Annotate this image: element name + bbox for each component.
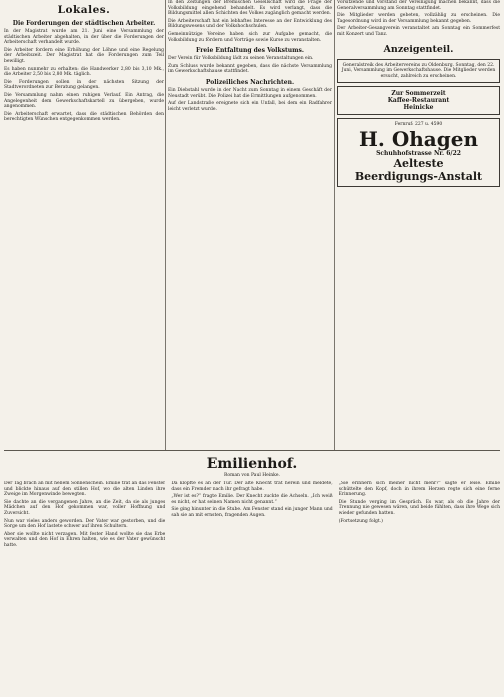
article-paragraph: In den Zeitungen der Bremischen Gesellschaft wird die Frage der Volksbildung eingehend behandelt. Es wird verlangt, dass die Bildungsmittel allen Schichten des Volkes zugänglich gemacht werden. — [168, 0, 332, 17]
story-paragraph: Nun war vieles anders geworden. Der Vater war gestorben, und die Sorge um den Hof lastete schwer auf ihren Schultern. — [4, 518, 166, 530]
service-title: Beerdigungs-Anstalt — [354, 169, 483, 183]
article-paragraph: Die Forderungen sollen in der nächsten Sitzung der Stadtverordneten zur Beratung gelangen. — [4, 79, 164, 91]
article-paragraph: Der Verein für Volksbildung lädt zu seinen Veranstaltungen ein. — [168, 56, 314, 62]
advertiser-name: H. Ohagen — [359, 126, 478, 151]
feuilleton-title: Emilienhof. — [206, 456, 298, 472]
article-paragraph: Zum Schluss wurde bekannt gegeben, dass die nächste Versammlung im Gewerkschaftshause stattfindet. — [168, 63, 332, 75]
advertisement-box — [337, 59, 500, 84]
article-paragraph: Ein Diebstahl wurde in der Nacht zum Sonntag in einem Geschäft der Neustadt verübt. Die Polizei hat die Ermittlungen aufgenommen. — [168, 87, 332, 99]
feuilleton-subtitle: Roman von Paul Heinke. — [224, 473, 280, 478]
article-heading: Freie Entfaltung des Volkstums. — [196, 47, 304, 55]
advertisement-heading: Anzeigenteil. — [383, 43, 454, 55]
story-paragraph: Sie dachte an die vergangenen Jahre, an die Zeit, da sie als junges Mädchen auf den Hof gekommen war, voller Hoffnung und Zuversicht. — [4, 499, 166, 516]
advertiser-address: Schuhhofstrasse Nr. 6/22 — [376, 149, 461, 157]
article-paragraph: Es haben nunmehr zu erhalten: die Handwerker 2,80 bis 3,10 Mk., die Arbeiter 2,50 bis 2,80 Mk. täglich. — [4, 66, 164, 78]
feuilleton-column — [4, 481, 165, 551]
story-paragraph: Sie ging hinunter in die Stube. Am Fenster stand ein junger Mann und sah sie an mit ernsten, fragenden Augen. — [171, 507, 333, 518]
story-paragraph: „Wer ist es?“ fragte Emilie. Der Knecht zuckte die Achseln. „Ich weiß es nicht, er hat seinen Namen nicht genannt.“ — [171, 494, 333, 505]
column-local-news — [4, 0, 164, 450]
story-paragraph: Da klopfte es an der Tür. Der alte Knecht trat herein und meldete, dass ein Fremder nach ihr gefragt habe. — [171, 481, 333, 492]
article-paragraph: Die Arbeiter fordern eine Erhöhung der Löhne und eine Regelung der Arbeitszeit. Der Magistrat hat die Forderungen zum Teil bewilligt. — [4, 47, 164, 64]
article-paragraph: Die Mitglieder werden gebeten, vollzählig zu erscheinen. Die Tagesordnung wird in der Versammlung bekannt gegeben. — [337, 13, 500, 24]
advertisement-line: Zur Sommerzeit — [391, 90, 446, 98]
article-paragraph: Auf der Landstraße ereignete sich ein Unfall, bei dem ein Radfahrer leicht verletzt wurde. — [168, 101, 332, 112]
article-paragraph: Vorsitzende und Vorstand der Vereinigung machen bekannt, dass die Generalversammlung am Sonntag stattfindet. — [337, 0, 500, 11]
advertisement-line: Heinicke — [403, 104, 434, 112]
article-paragraph: Gemeinnützige Vereine haben sich zur Aufgabe gemacht, die Volksbildung zu fördern und Vorträge sowie Kurse zu veranstalten. — [168, 31, 332, 43]
column-rule — [334, 0, 335, 450]
article-heading: Polizeiliches Nachrichten. — [205, 78, 295, 86]
advertisement-text: Generalstreik des Arbeitervereins zu Oldenburg. Sonntag, den 22. Juni, Versammlung im Gewerkschaftshause. Die Mitglieder werden ersucht, zahlreich zu erscheinen. — [341, 62, 496, 79]
feuilleton-column — [171, 481, 332, 551]
service-title: Aelteste — [393, 156, 444, 170]
article-paragraph: Die Versammlung nahm einen ruhigen Verlauf. Ein Antrag, die Angelegenheit dem Gewerkschaftskartell zu übergeben, wurde angenommen. — [4, 92, 164, 110]
article-paragraph: Die Arbeiterschaft hat ein lebhaftes Interesse an der Entwicklung des Bildungswesens und der Volkshochschulen. — [168, 18, 332, 30]
column-articles — [168, 0, 332, 450]
story-paragraph: Der Tag brach an mit hellem Sonnenschein. Emilie trat an das Fenster und blickte hinaus auf den stillen Hof, wo die alten Linden ihre Zweige im Morgenwinde bewegten. — [4, 481, 166, 498]
story-paragraph: Aber sie wollte nicht verzagen. Mit fester Hand wollte sie das Erbe verwalten und den Hof in Ehren halten, wie es der Vater gewünscht hatte. — [4, 531, 166, 548]
feuilleton-section — [4, 452, 500, 694]
story-paragraph: „Sie erinnern sich meiner nicht mehr?“ sagte er leise. Emilie schüttelte den Kopf, doch in ihrem Herzen regte sich eine ferne Erinnerung. — [338, 481, 500, 498]
feuilleton-column — [339, 481, 500, 551]
article-heading: Die Forderungen der städtischen Arbeiter. — [12, 20, 156, 27]
article-paragraph: Der Arbeiter-Gesangverein veranstaltet am Sonntag ein Sommerfest mit Konzert und Tanz. — [337, 26, 500, 37]
story-paragraph: Die Stunde verging im Gespräch. Es war, als ob die Jahre der Trennung nie gewesen wären, und beide fühlten, dass ihre Wege sich wieder gefunden hatten. — [338, 499, 500, 516]
column-rule — [165, 0, 166, 450]
advertisement-box-funeral — [337, 118, 500, 187]
advertisement-line: Kaffee-Restaurant — [387, 97, 450, 105]
section-divider — [4, 450, 500, 451]
section-title: Lokales. — [57, 4, 111, 16]
column-announcements — [337, 0, 500, 450]
article-paragraph: In der Magistrat wurde am 21. Juni eine Versammlung der städtischen Arbeiter abgehalten, in der über die Forderungen der Arbeiterschaft verhandelt wurde. — [4, 29, 164, 46]
article-paragraph: Die Arbeiterschaft erwartet, dass die städtischen Behörden den berechtigten Wünschen entgegenkommen werden. — [4, 111, 164, 123]
story-paragraph: (Fortsetzung folgt.) — [338, 518, 383, 524]
advertisement-box — [337, 86, 500, 115]
phone-number: Fernruf: 227 u. 4590 — [394, 122, 443, 128]
